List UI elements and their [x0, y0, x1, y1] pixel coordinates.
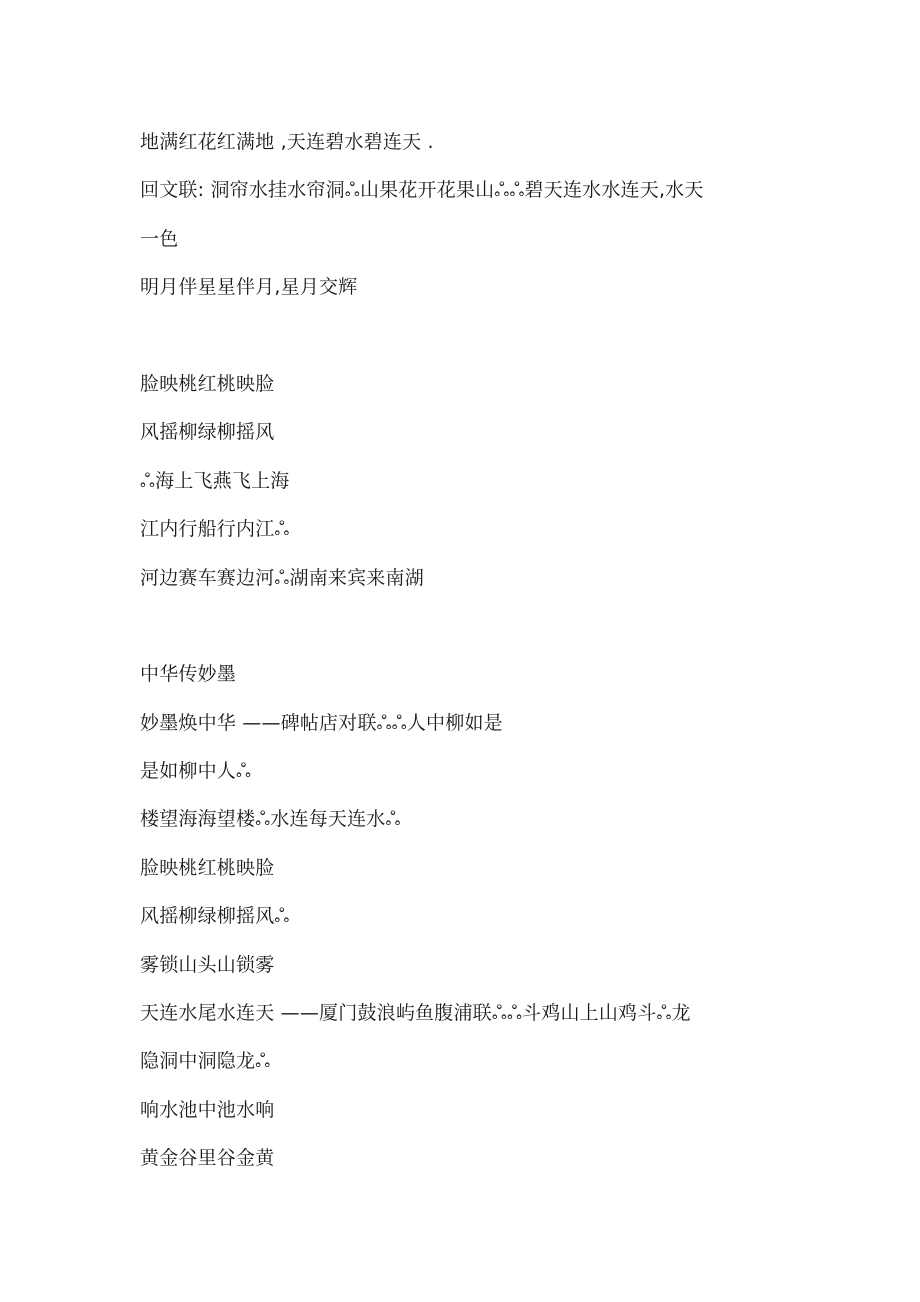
text-line: ஃ海上飞燕飞上海 [140, 469, 290, 492]
text-line: 风摇柳绿柳摇风ஃ [140, 905, 290, 928]
text-line: 妙墨焕中华 ——碑帖店对联ஃஃ人中柳如是 [140, 711, 503, 734]
text-line: 脸映桃红桃映脸 [140, 856, 275, 879]
text-line: 响水池中池水响 [140, 1098, 275, 1121]
text-line: 一色 [140, 227, 179, 250]
text-line: 天连水尾水连天 ——厦门鼓浪屿鱼腹浦联ஃஃ斗鸡山上山鸡斗ஃ龙 [140, 1002, 691, 1025]
text-line: 黄金谷里谷金黄 [140, 1147, 275, 1170]
text-line: 地满红花红满地 ,天连碧水碧连天 . [140, 131, 434, 153]
blank-line [140, 602, 790, 650]
text-line: 河边赛车赛边河ஃ湖南来宾来南湖 [140, 566, 424, 589]
text-line: 风摇柳绿柳摇风 [140, 421, 275, 444]
text-line: 中华传妙墨 [140, 663, 237, 686]
text-line: 雾锁山头山锁雾 [140, 953, 275, 976]
text-line: 江内行船行内江ஃ [140, 518, 290, 541]
text-line: 是如柳中人ஃ [140, 760, 252, 783]
text-line: 脸映桃红桃映脸 [140, 372, 275, 395]
text-line: 回文联: 洞帘水挂水帘洞ஃ山果花开花果山ஃஃ碧天连水水连天,水天 [140, 179, 704, 202]
text-line: 楼望海海望楼ஃ水连每天连水ஃ [140, 808, 401, 831]
couplet-text-block [140, 118, 790, 1183]
blank-line [140, 312, 790, 360]
text-line: 隐洞中洞隐龙ஃ [140, 1050, 271, 1073]
text-line: 明月伴星星伴月,星月交辉 [140, 276, 358, 299]
